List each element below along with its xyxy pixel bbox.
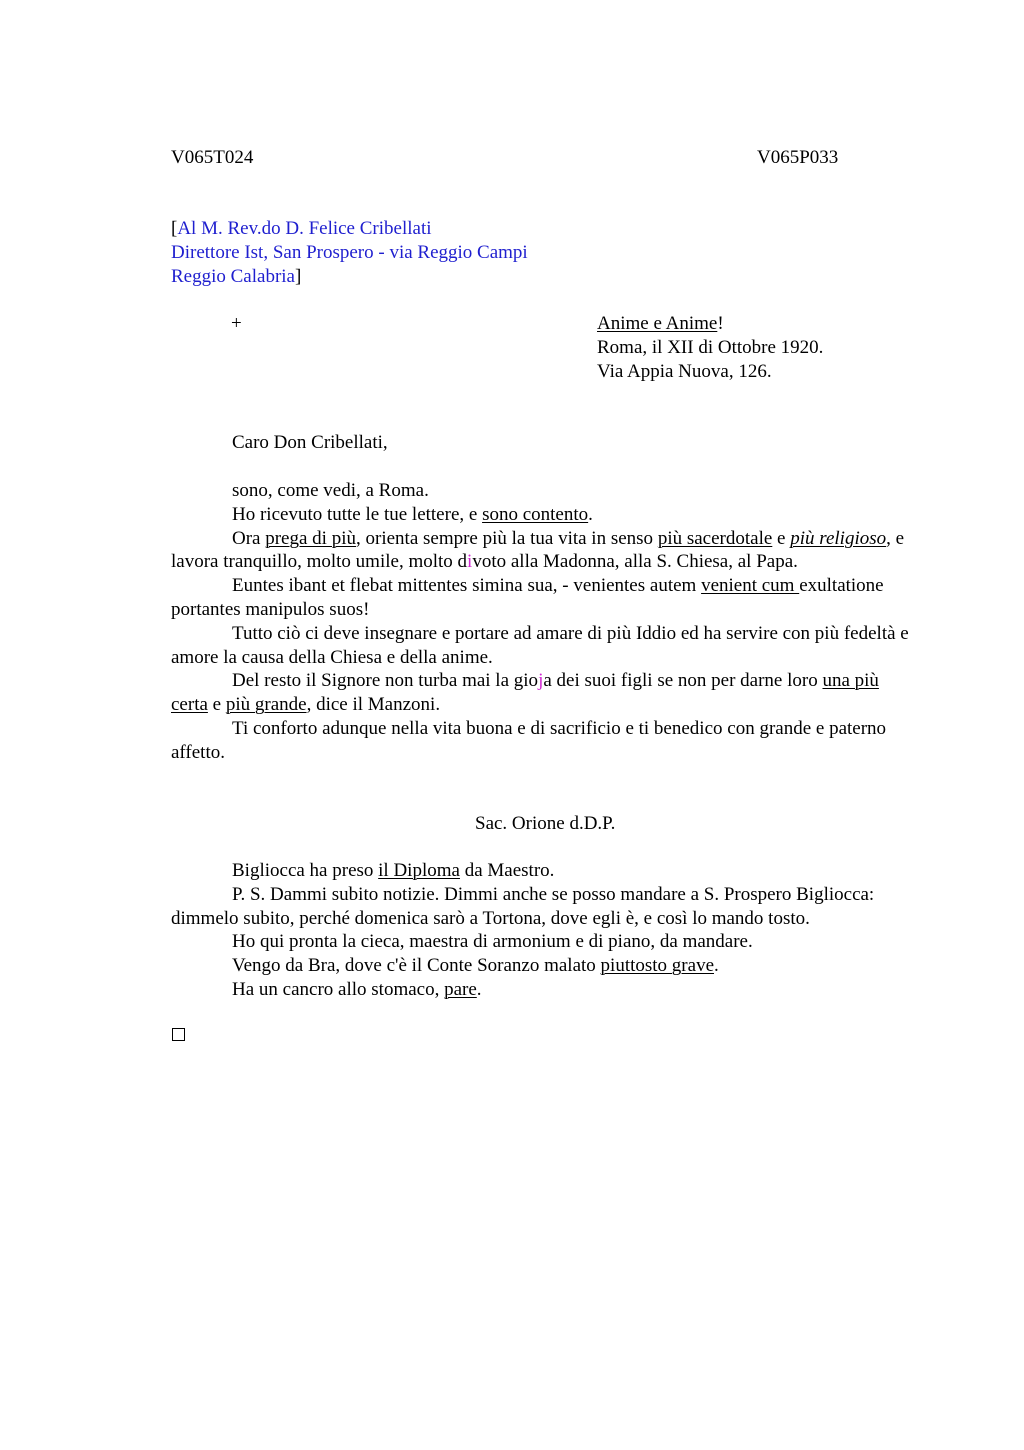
letter-address: Via Appia Nuova, 126. bbox=[597, 361, 772, 382]
letter-body bbox=[171, 479, 911, 765]
cross-mark: + bbox=[231, 313, 242, 334]
address-city: Reggio Calabria bbox=[171, 266, 295, 287]
address-line-1 bbox=[171, 217, 432, 241]
letter-date: Roma, il XII di Ottobre 1920. bbox=[597, 337, 824, 358]
close-bracket: ] bbox=[295, 266, 302, 287]
signature: Sac. Orione d.D.P. bbox=[475, 813, 616, 834]
address-line-3 bbox=[171, 265, 301, 289]
document-code-left: V065T024 bbox=[171, 147, 254, 168]
address-recipient: Al M. Rev.do D. Felice Cribellati bbox=[177, 218, 432, 239]
body-paragraph-4: Euntes ibant et flebat mittentes simina sua, - venientes autem venient cum exultatione portantes manipulos suos! bbox=[171, 575, 884, 620]
address-line-2: Direttore Ist, San Prospero - via Reggio Campi bbox=[171, 242, 528, 263]
postscript-line-1: Bigliocca ha preso il Diploma da Maestro. bbox=[232, 860, 555, 881]
motto bbox=[597, 312, 724, 336]
body-paragraph-1: sono, come vedi, a Roma. bbox=[232, 480, 429, 501]
postscript-line-2: P. S. Dammi subito notizie. Dimmi anche se posso mandare a S. Prospero Bigliocca: dimmelo subito, perché domenica sarò a Tortona, dove egli è, e così lo mando tosto. bbox=[171, 883, 875, 929]
postscript-line-4: Vengo da Bra, dove c'è il Conte Soranzo malato piuttosto grave. bbox=[232, 955, 719, 977]
postscript-line-3: Ho qui pronta la cieca, maestra di armonium e di piano, da mandare. bbox=[232, 931, 753, 953]
body-paragraph-2: Ho ricevuto tutte le tue lettere, e sono contento. bbox=[232, 503, 593, 525]
motto-text: Anime e Anime bbox=[597, 313, 718, 334]
body-paragraph-6: Del resto il Signore non turba mai la gioja dei suoi figli se non per darne loro una più certa e più grande, dice il Manzoni. bbox=[171, 670, 879, 716]
salutation: Caro Don Cribellati, bbox=[232, 432, 388, 453]
checkbox-square-icon bbox=[172, 1028, 185, 1041]
motto-exclamation: ! bbox=[717, 313, 724, 334]
postscript-line-5: Ha un cancro allo stomaco, pare. bbox=[232, 978, 482, 1000]
document-code-right: V065P033 bbox=[757, 147, 839, 168]
open-bracket: [ bbox=[171, 218, 178, 239]
postscript bbox=[171, 859, 911, 1002]
body-paragraph-7: Ti conforto adunque nella vita buona e di sacrificio e ti benedico con grande e paterno affetto. bbox=[171, 717, 887, 763]
body-paragraph-5: Tutto ciò ci deve insegnare e portare ad amare di più Iddio ed ha servire con più fedeltà e amore la causa della Chiesa e della anime. bbox=[171, 622, 909, 668]
body-paragraph-3: Ora prega di più, orienta sempre più la tua vita in senso più sacerdotale e più religioso, e lavora tranquillo, molto umile, molto divoto alla Madonna, alla S. Chiesa, al Papa. bbox=[171, 527, 905, 573]
